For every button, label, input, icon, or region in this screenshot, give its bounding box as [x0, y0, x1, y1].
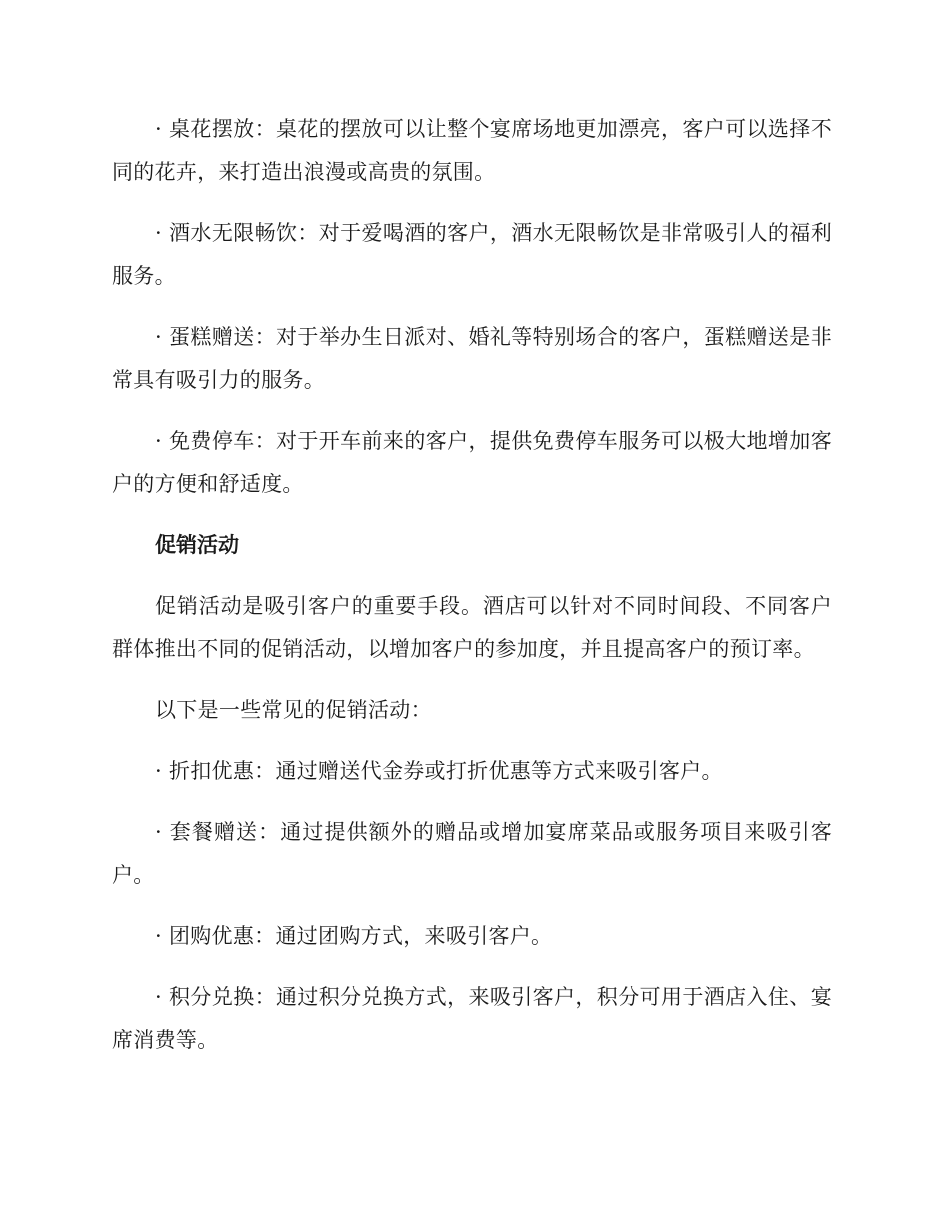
document-page	[112, 108, 832, 1080]
section-heading: 促销活动	[155, 533, 239, 557]
bullet-table-flowers: · 桌花摆放：桌花的摆放可以让整个宴席场地更加漂亮，客户可以选择不同的花卉，来打造出浪漫或高贵的氛围。	[112, 117, 832, 184]
bullet-free-parking: · 免费停车：对于开车前来的客户，提供免费停车服务可以极大地增加客户的方便和舒适度。	[112, 429, 832, 496]
bullet-points-exchange: · 积分兑换：通过积分兑换方式，来吸引客户，积分可用于酒店入住、宴席消费等。	[112, 985, 832, 1052]
bullet-discount: · 折扣优惠：通过赠送代金券或打折优惠等方式来吸引客户。	[155, 759, 723, 783]
bullet-cake-gift: · 蛋糕赠送：对于举办生日派对、婚礼等特别场合的客户，蛋糕赠送是非常具有吸引力的服务。	[112, 325, 832, 392]
bullet-package-gift: · 套餐赠送：通过提供额外的赠品或增加宴席菜品或服务项目来吸引客户。	[112, 820, 832, 887]
bullet-group-buy: · 团购优惠：通过团购方式，来吸引客户。	[155, 924, 553, 948]
bullet-unlimited-drinks: · 酒水无限畅饮：对于爱喝酒的客户，酒水无限畅饮是非常吸引人的福利服务。	[112, 221, 832, 288]
list-lead-paragraph: 以下是一些常见的促销活动：	[155, 698, 432, 722]
intro-paragraph: 促销活动是吸引客户的重要手段。酒店可以针对不同时间段、不同客户群体推出不同的促销活动，以增加客户的参加度，并且提高客户的预订率。	[112, 594, 832, 661]
